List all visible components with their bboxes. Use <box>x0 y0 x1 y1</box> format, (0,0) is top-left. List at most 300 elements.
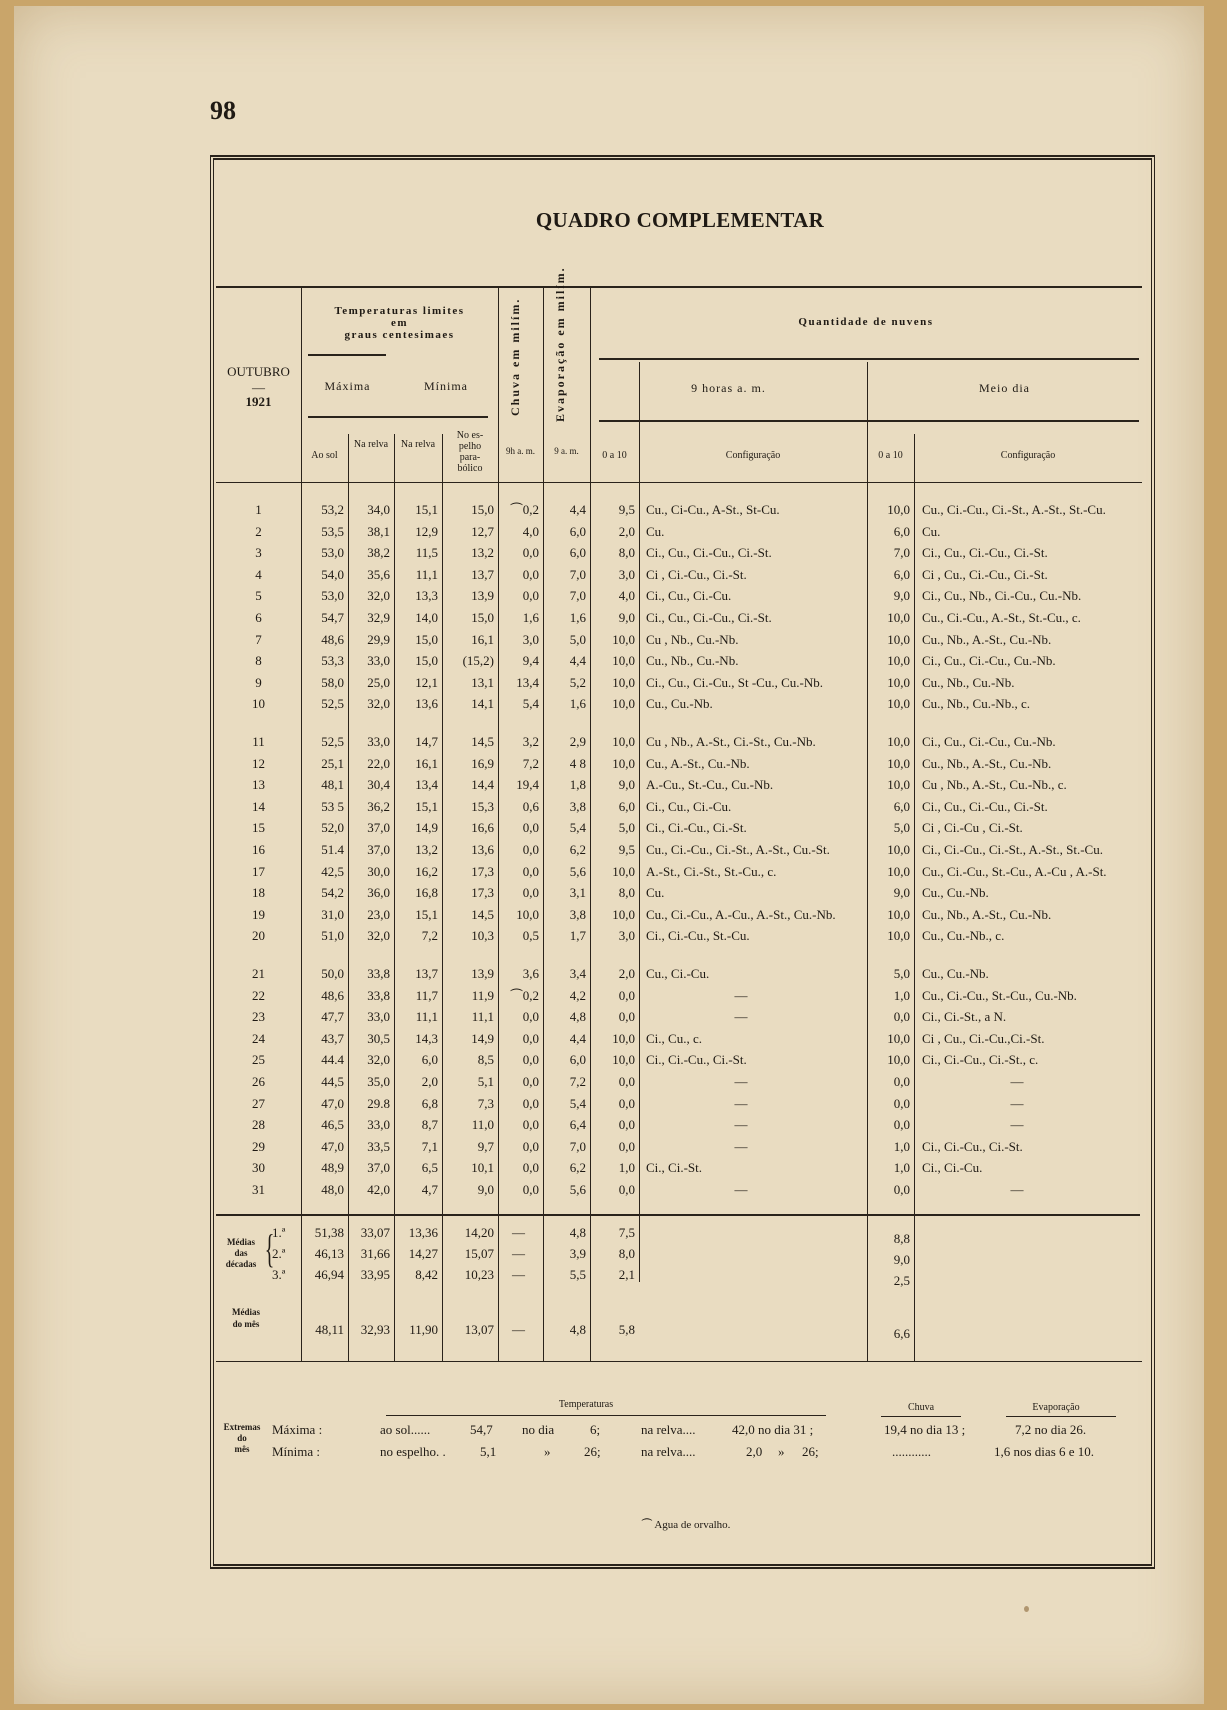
month-dash: — <box>252 380 265 395</box>
media-chuva-cell: — <box>512 1225 525 1240</box>
evap-cell: 6,4 <box>569 1117 586 1133</box>
config-9h-cell: Cu., Ci.-Cu. <box>646 966 710 981</box>
max-relva-cell: 32,0 <box>367 696 390 712</box>
max-sol-cell: 53,5 <box>321 523 344 539</box>
maxima-header: Máxima <box>324 379 371 393</box>
chuva-cell: 0,0 <box>522 820 539 836</box>
chuva-cell: 4,0 <box>522 523 539 539</box>
min-relva-cell: 15,1 <box>415 502 438 517</box>
ext-min-a-val: 5,1 <box>480 1444 497 1459</box>
day-cell: 6 <box>255 610 262 625</box>
chuva-cell: 5,4 <box>522 696 539 712</box>
config-meiodia-cell: Ci., Cu., Ci.-Cu., Cu.-Nb. <box>922 734 1056 749</box>
max-sol-cell: 46,5 <box>321 1117 344 1133</box>
ext-max-label: Máxima : <box>272 1422 323 1437</box>
chuva-cell: 0,0 <box>522 1095 539 1111</box>
min-relva-cell: 16,8 <box>415 885 438 901</box>
media-nuvens-9h-cell: 7,5 <box>618 1225 635 1240</box>
config-9h-cell: Ci., Cu., Ci.-Cu. <box>646 798 732 814</box>
nuvens-meiodia-cell: 10,0 <box>887 777 910 793</box>
no-espelho-header-l1: No es- <box>456 430 484 441</box>
min-relva-cell: 13,2 <box>415 842 438 857</box>
max-sol-cell: 47,0 <box>321 1138 344 1154</box>
min-espelho-cell: 15,0 <box>471 610 494 625</box>
config-meiodia-cell: Ci., Cu., Ci.-Cu., Cu.-Nb. <box>922 653 1056 669</box>
media-min-espelho-cell: 14,20 <box>464 1225 494 1240</box>
max-sol-cell: 48,1 <box>321 777 344 793</box>
chuva-cell: 1,6 <box>522 610 539 625</box>
nuvens-9h-cell: 0,0 <box>618 1182 635 1197</box>
day-cell: 7 <box>255 631 262 647</box>
max-sol-cell: 31,0 <box>321 906 344 922</box>
config-meiodia-cell: Cu., Ci.-Cu., St.-Cu., A.-Cu , A.-St. <box>922 863 1107 879</box>
max-sol-cell: 50,0 <box>321 966 344 981</box>
nuvens-meiodia-cell: 5,0 <box>893 966 910 981</box>
nuvens-9h-cell: 9,5 <box>618 502 635 517</box>
max-sol-cell: 48,6 <box>321 987 344 1003</box>
min-relva-cell: 15,1 <box>415 798 438 814</box>
decada-cell: 2.ª <box>272 1246 286 1261</box>
day-cell: 21 <box>252 966 265 981</box>
nuvens-9h-cell: 10,0 <box>612 631 635 647</box>
evap-cell: 5,0 <box>569 631 586 647</box>
min-relva-cell: 7,1 <box>421 1138 438 1154</box>
config-9h-cell: Ci., Cu., Ci.-Cu., Ci.-St. <box>646 545 772 561</box>
media-chuva-cell: — <box>512 1246 525 1261</box>
config-meiodia-cell: Cu., Cu.-Nb. <box>922 885 989 901</box>
max-relva-cell: 38,2 <box>367 545 390 561</box>
minima-header: Mínima <box>424 379 468 393</box>
temp-group-header-l2: em <box>390 317 409 329</box>
ext-chuva-header: Chuva <box>907 1402 935 1413</box>
nove-horas-header: 9 horas a. m. <box>691 381 766 395</box>
min-espelho-cell: 14,5 <box>471 734 494 749</box>
nuvens-9h-cell: 10,0 <box>612 734 635 749</box>
day-cell: 5 <box>255 588 262 604</box>
evap-cell: 3,8 <box>569 906 586 922</box>
medias-label-l1: Médias <box>227 1237 255 1247</box>
min-relva-cell: 14,3 <box>415 1030 438 1046</box>
chuva-cell: 0,0 <box>522 1030 539 1046</box>
config-meiodia-cell: Cu., Cu.-Nb., c. <box>922 928 1005 944</box>
min-espelho-cell: 14,1 <box>471 696 494 712</box>
config-header-1: Configuração <box>725 450 781 461</box>
ink-spot <box>1024 1606 1029 1612</box>
config-meiodia-cell: Ci., Ci.-Cu., Ci.-St. <box>922 1138 1023 1154</box>
decada-cell: 1.ª <box>272 1225 286 1240</box>
chuva-cell: 0,0 <box>522 863 539 879</box>
nuvens-9h-cell: 10,0 <box>612 653 635 669</box>
config-meiodia-cell: Ci., Ci.-St., a N. <box>922 1009 1007 1025</box>
nuvens-9h-cell: 0,0 <box>618 1009 635 1025</box>
config-header-2: Configuração <box>1000 450 1056 461</box>
nuvens-meiodia-cell: 6,0 <box>893 523 910 539</box>
min-relva-cell: 13,7 <box>415 966 438 981</box>
evap-cell: 5,6 <box>569 863 586 879</box>
min-espelho-cell: 16,6 <box>471 820 494 836</box>
max-sol-cell: 54,0 <box>321 566 344 582</box>
max-sol-cell: 43,7 <box>321 1030 344 1046</box>
medias-label-l2: das <box>234 1248 248 1258</box>
chuva-cell: 0,0 <box>522 566 539 582</box>
min-relva-cell: 15,1 <box>415 906 438 922</box>
nuvens-meiodia-cell: 10,0 <box>887 674 910 690</box>
min-espelho-cell: 7,3 <box>477 1095 494 1111</box>
meio-dia-header: Meio dia <box>979 381 1030 395</box>
max-sol-cell: 52,5 <box>321 734 344 749</box>
max-relva-cell: 33,5 <box>367 1138 390 1154</box>
day-cell: 27 <box>252 1095 265 1111</box>
min-relva-cell: 11,5 <box>415 545 438 561</box>
day-cell: 1 <box>255 502 262 517</box>
nuvens-9h-cell: 10,0 <box>612 863 635 879</box>
min-relva-cell: 12,9 <box>415 523 438 539</box>
media-nuvens-9h-cell: 2,1 <box>618 1267 635 1282</box>
min-relva-cell: 8,7 <box>421 1117 438 1133</box>
media-max-sol-cell: 51,38 <box>314 1225 344 1240</box>
max-sol-cell: 42,5 <box>321 863 344 879</box>
nuvens-9h-cell: 0,0 <box>618 1138 635 1154</box>
extremas-label-l3: mês <box>234 1444 250 1454</box>
nuvens-9h-cell: 1,0 <box>618 1160 635 1176</box>
config-9h-cell: Ci., Ci.-Cu., Ci.-St. <box>646 1052 747 1068</box>
media-max-relva-cell: 31,66 <box>360 1246 390 1261</box>
evap-cell: 4 8 <box>569 755 586 771</box>
config-meiodia-cell: Ci., Ci.-Cu., Ci.-St., c. <box>922 1052 1039 1068</box>
evap-cell: 6,0 <box>569 523 586 539</box>
footnote: ⏜ Agua de orvalho. <box>641 1519 731 1531</box>
page-number: 98 <box>210 96 236 125</box>
media-min-relva-cell: 14,27 <box>408 1246 438 1261</box>
min-espelho-cell: (15,2) <box>462 653 494 669</box>
min-relva-cell: 15,0 <box>415 631 438 647</box>
ext-evap-header: Evaporação <box>1032 1402 1080 1413</box>
evap-cell: 3,1 <box>569 885 586 901</box>
min-relva-cell: 13,3 <box>415 588 438 604</box>
config-meiodia-cell: Cu , Nb., A.-St., Cu.-Nb., c. <box>922 777 1067 793</box>
mes-media-chuva-cell: — <box>512 1322 525 1337</box>
media-nuvens-9h-cell: 8,0 <box>618 1246 635 1261</box>
config-9h-cell: Cu , Nb., A.-St., Ci.-St., Cu.-Nb. <box>646 734 816 749</box>
year-label: 1921 <box>245 394 272 409</box>
config-9h-cell: Ci., Cu., Ci.-Cu. <box>646 588 732 604</box>
max-sol-cell: 54,7 <box>321 610 344 625</box>
nuvens-9h-cell: 10,0 <box>612 755 635 771</box>
nuvens-9h-cell: 3,0 <box>618 566 635 582</box>
max-sol-cell: 44,5 <box>321 1074 344 1089</box>
media-min-relva-cell: 8,42 <box>415 1267 438 1282</box>
max-sol-cell: 48,6 <box>321 631 344 647</box>
decadas-brace: { <box>264 1226 275 1271</box>
chuva-cell: ⏜0,2 <box>510 502 539 517</box>
evap-cell: 5,4 <box>569 820 586 836</box>
nuvens-meiodia-cell: 1,0 <box>893 1138 910 1154</box>
chuva-header: Chuva em milím. <box>508 297 522 417</box>
config-9h-cell: Cu , Nb., Cu.-Nb. <box>646 631 739 647</box>
max-relva-cell: 33,8 <box>367 987 390 1003</box>
evap-cell: 1,6 <box>569 610 586 625</box>
min-relva-cell: 11,1 <box>415 1009 438 1025</box>
config-meiodia-cell: Ci., Ci.-Cu. <box>922 1160 983 1176</box>
ext-min-a-day: 26; <box>584 1444 601 1459</box>
media-evap-cell: 5,5 <box>569 1267 586 1282</box>
min-espelho-cell: 14,9 <box>471 1030 494 1046</box>
min-espelho-cell: 13,1 <box>471 674 494 690</box>
evap-cell: 3,4 <box>569 966 586 981</box>
evap-cell: 1,7 <box>569 928 586 944</box>
media-nuvens-meiodia-cell: 9,0 <box>893 1252 910 1267</box>
min-relva-cell: 14,7 <box>415 734 438 749</box>
min-espelho-cell: 13,9 <box>471 966 494 981</box>
chuva-cell: 0,0 <box>522 842 539 857</box>
nuvens-meiodia-cell: 10,0 <box>887 631 910 647</box>
min-espelho-cell: 17,3 <box>471 863 494 879</box>
min-relva-cell: 13,6 <box>415 696 438 712</box>
day-cell: 31 <box>252 1182 265 1197</box>
extremas-label-l2: do <box>237 1433 247 1443</box>
day-cell: 24 <box>252 1030 265 1046</box>
max-relva-cell: 30,5 <box>367 1030 390 1046</box>
config-meiodia-cell: — <box>1010 1117 1024 1133</box>
config-9h-cell: Ci., Ci.-Cu., Ci.-St. <box>646 820 747 836</box>
config-meiodia-cell: Ci., Cu., Nb., Ci.-Cu., Cu.-Nb. <box>922 588 1082 604</box>
day-cell: 16 <box>252 842 265 857</box>
extremas-label-l1: Extremas <box>223 1422 261 1432</box>
temp-group-header-l3: graus centesimaes <box>344 329 455 341</box>
ext-max-b: na relva.... <box>641 1422 696 1437</box>
day-cell: 23 <box>252 1009 265 1025</box>
config-9h-cell: Ci., Cu., c. <box>646 1030 702 1046</box>
nuvens-meiodia-cell: 10,0 <box>887 696 910 712</box>
nuvens-9h-cell: 4,0 <box>618 588 635 604</box>
media-min-espelho-cell: 15,07 <box>464 1246 494 1261</box>
min-relva-cell: 14,0 <box>415 610 438 625</box>
day-cell: 29 <box>252 1138 265 1154</box>
chuva-cell: 3,0 <box>522 631 539 647</box>
config-meiodia-cell: Cu., Ci.-Cu., Ci.-St., A.-St., St.-Cu. <box>922 502 1106 517</box>
config-meiodia-cell: Cu., Nb., A.-St., Cu.-Nb. <box>922 631 1052 647</box>
chuva-cell: 0,0 <box>522 1009 539 1025</box>
day-cell: 3 <box>255 545 262 561</box>
config-9h-cell: Cu. <box>646 523 665 539</box>
max-relva-cell: 37,0 <box>367 820 390 836</box>
nuvens-meiodia-cell: 9,0 <box>893 588 910 604</box>
config-meiodia-cell: Cu. <box>922 523 941 539</box>
max-sol-cell: 52,5 <box>321 696 344 712</box>
max-sol-cell: 47,0 <box>321 1095 344 1111</box>
config-meiodia-cell: Ci., Cu., Ci.-Cu., Ci.-St. <box>922 545 1048 561</box>
day-cell: 22 <box>252 987 265 1003</box>
na-relva-header-1: Na relva <box>353 439 389 450</box>
config-9h-cell: — <box>734 1138 748 1154</box>
chuva-cell: 0,5 <box>522 928 539 944</box>
min-relva-cell: 6,5 <box>421 1160 438 1176</box>
media-chuva-cell: — <box>512 1267 525 1282</box>
config-meiodia-cell: Ci., Ci.-Cu., Ci.-St., A.-St., St.-Cu. <box>922 842 1103 857</box>
nuvens-meiodia-cell: 0,0 <box>893 1074 910 1089</box>
day-cell: 12 <box>252 755 265 771</box>
nuvens-9h-cell: 8,0 <box>618 545 635 561</box>
nuvens-meiodia-cell: 0,0 <box>893 1182 910 1197</box>
chuva-cell: 0,0 <box>522 1117 539 1133</box>
evap-cell: 5,4 <box>569 1095 586 1111</box>
min-espelho-cell: 8,5 <box>477 1052 494 1068</box>
config-9h-cell: Ci , Ci.-Cu., Ci.-St. <box>646 566 747 582</box>
config-9h-cell: Ci., Ci.-St. <box>646 1160 702 1176</box>
max-sol-cell: 48,0 <box>321 1182 344 1197</box>
max-sol-cell: 53,2 <box>321 502 344 517</box>
media-max-sol-cell: 46,94 <box>314 1267 344 1282</box>
min-espelho-cell: 11,1 <box>471 1009 494 1025</box>
nuvens-meiodia-cell: 10,0 <box>887 863 910 879</box>
nuvens-9h-cell: 0,0 <box>618 1074 635 1089</box>
nuvens-meiodia-cell: 1,0 <box>893 1160 910 1176</box>
max-sol-cell: 53,0 <box>321 588 344 604</box>
min-espelho-cell: 17,3 <box>471 885 494 901</box>
evap-cell: 3,8 <box>569 798 586 814</box>
evap-cell: 7,0 <box>569 588 586 604</box>
medias-mes-label-l1: Médias <box>232 1307 260 1317</box>
min-espelho-cell: 13,2 <box>471 545 494 561</box>
config-9h-cell: — <box>734 1009 748 1025</box>
evap-cell: 1,6 <box>569 696 586 712</box>
min-relva-cell: 4,7 <box>421 1182 438 1197</box>
evap-cell: 6,0 <box>569 545 586 561</box>
nuvens-9h-cell: 3,0 <box>618 928 635 944</box>
zero-dez-header-2: 0 a 10 <box>878 450 903 461</box>
max-sol-cell: 53,3 <box>321 653 344 669</box>
max-sol-cell: 53,0 <box>321 545 344 561</box>
day-cell: 18 <box>252 885 265 901</box>
min-espelho-cell: 13,9 <box>471 588 494 604</box>
chuva-cell: 0,0 <box>522 545 539 561</box>
min-relva-cell: 14,9 <box>415 820 438 836</box>
ext-min-b-val: 2,0 <box>746 1444 763 1459</box>
max-sol-cell: 48,9 <box>321 1160 344 1176</box>
nuvens-meiodia-cell: 10,0 <box>887 1030 910 1046</box>
evap-cell: 4,8 <box>569 1009 586 1025</box>
nuvens-meiodia-cell: 10,0 <box>887 653 910 669</box>
nuvens-meiodia-cell: 10,0 <box>887 610 910 625</box>
min-espelho-cell: 5,1 <box>477 1074 494 1089</box>
nuvens-meiodia-cell: 10,0 <box>887 842 910 857</box>
day-cell: 8 <box>255 653 262 669</box>
ao-sol-header: Ao sol <box>311 450 338 461</box>
max-relva-cell: 36,0 <box>367 885 390 901</box>
evap-cell: 4,4 <box>569 502 586 517</box>
min-espelho-cell: 15,3 <box>471 798 494 814</box>
day-cell: 28 <box>252 1117 265 1133</box>
nuvens-9h-cell: 10,0 <box>612 1030 635 1046</box>
max-relva-cell: 25,0 <box>367 674 390 690</box>
max-relva-cell: 32,9 <box>367 610 390 625</box>
config-9h-cell: Cu., Ci.-Cu., A.-Cu., A.-St., Cu.-Nb. <box>646 906 836 922</box>
nuvens-9h-cell: 9,0 <box>618 777 635 793</box>
max-relva-cell: 36,2 <box>367 798 390 814</box>
config-9h-cell: A.-St., Ci.-St., St.-Cu., c. <box>646 863 777 879</box>
evap-cell: 7,2 <box>569 1074 586 1089</box>
max-relva-cell: 33,0 <box>367 1009 390 1025</box>
max-relva-cell: 34,0 <box>367 502 390 517</box>
mes-media-min-relva-cell: 11,90 <box>409 1322 438 1337</box>
medias-label-l3: décadas <box>225 1259 257 1269</box>
max-relva-cell: 32,0 <box>367 928 390 944</box>
config-meiodia-cell: Cu., Cu.-Nb. <box>922 966 989 981</box>
nuvens-meiodia-cell: 0,0 <box>893 1009 910 1025</box>
config-meiodia-cell: Cu., Ci.-Cu., A.-St., St.-Cu., c. <box>922 610 1081 625</box>
media-max-relva-cell: 33,07 <box>360 1225 390 1240</box>
nuvens-meiodia-cell: 10,0 <box>887 502 910 517</box>
min-espelho-cell: 11,9 <box>471 987 494 1003</box>
table-inner <box>216 162 1144 1552</box>
day-cell: 13 <box>252 777 265 793</box>
nuvens-meiodia-cell: 10,0 <box>887 734 910 749</box>
min-espelho-cell: 10,3 <box>471 928 494 944</box>
mes-media-nuvens-meiodia-cell: 6,6 <box>893 1326 910 1341</box>
max-sol-cell: 25,1 <box>321 755 344 771</box>
max-relva-cell: 37,0 <box>367 1160 390 1176</box>
min-relva-cell: 11,1 <box>415 566 438 582</box>
day-cell: 25 <box>252 1052 265 1068</box>
min-espelho-cell: 13,7 <box>471 566 494 582</box>
chuva-cell: 19,4 <box>516 777 539 793</box>
decada-cell: 3.ª <box>272 1267 286 1282</box>
ext-evap-val: 7,2 no dia 26. <box>1015 1422 1087 1437</box>
temp-group-header-l1: Temperaturas limites <box>334 305 465 317</box>
nuvens-meiodia-cell: 10,0 <box>887 1052 910 1068</box>
max-relva-cell: 22,0 <box>367 755 390 771</box>
evap-cell: 4,4 <box>569 1030 586 1046</box>
mes-media-evap-cell: 4,8 <box>569 1322 586 1337</box>
media-max-sol-cell: 46,13 <box>314 1246 344 1261</box>
ext-max-b-val: 42,0 no dia 31 ; <box>732 1422 814 1437</box>
config-meiodia-cell: — <box>1010 1074 1024 1089</box>
min-relva-cell: 6,8 <box>421 1095 438 1111</box>
mes-media-min-espelho-cell: 13,07 <box>464 1322 494 1337</box>
chuva-cell: 0,0 <box>522 588 539 604</box>
max-relva-cell: 29,9 <box>367 631 390 647</box>
nuvens-meiodia-cell: 0,0 <box>893 1117 910 1133</box>
max-relva-cell: 33,0 <box>367 734 390 749</box>
day-cell: 2 <box>255 523 262 539</box>
min-espelho-cell: 9,0 <box>477 1182 494 1197</box>
chuva-cell: 0,6 <box>522 798 539 814</box>
min-espelho-cell: 16,1 <box>471 631 494 647</box>
nuvens-9h-cell: 9,5 <box>618 842 635 857</box>
max-relva-cell: 33,0 <box>367 1117 390 1133</box>
day-cell: 4 <box>255 566 262 582</box>
nuvens-9h-cell: 5,0 <box>618 820 635 836</box>
ext-temp-header: Temperaturas <box>558 1399 614 1410</box>
na-relva-header-2: Na relva <box>400 439 436 450</box>
config-9h-cell: Cu., Nb., Cu.-Nb. <box>646 653 739 669</box>
min-relva-cell: 12,1 <box>415 674 438 690</box>
evap-cell: 6,0 <box>569 1052 586 1068</box>
config-meiodia-cell: Cu., Ci.-Cu., St.-Cu., Cu.-Nb. <box>922 987 1077 1003</box>
chuva-cell: 3,2 <box>522 734 539 749</box>
min-relva-cell: 13,4 <box>415 777 438 793</box>
day-cell: 30 <box>252 1160 265 1176</box>
nuvens-9h-cell: 0,0 <box>618 1095 635 1111</box>
evap-cell: 5,6 <box>569 1182 586 1197</box>
nuvens-group-header: Quantidade de nuvens <box>798 316 934 328</box>
month-label: OUTUBRO <box>227 364 290 379</box>
max-relva-cell: 30,0 <box>367 863 390 879</box>
max-sol-cell: 51,0 <box>321 928 344 944</box>
day-cell: 10 <box>252 696 265 712</box>
max-sol-cell: 51.4 <box>321 842 344 857</box>
config-meiodia-cell: Cu., Nb., A.-St., Cu.-Nb. <box>922 906 1052 922</box>
